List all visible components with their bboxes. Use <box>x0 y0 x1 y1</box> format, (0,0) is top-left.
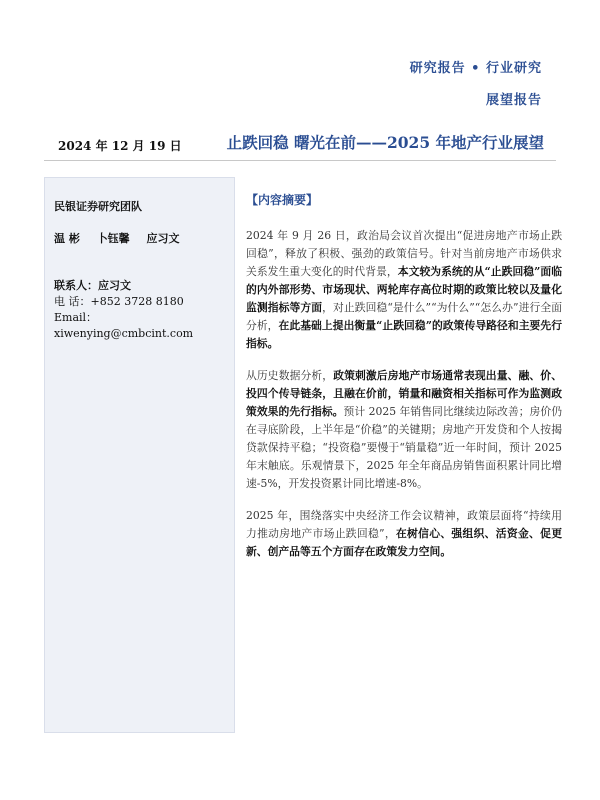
abstract-paragraph-1 <box>246 227 562 353</box>
contact-person-name: 应习文 <box>98 279 131 292</box>
abstract-text-bold: 政策刺激后房地产市场通常表现出量、融、价、投四个传导链条，且融在价前，销量和融资相关指标可作为监测政策效果的先行指标。 <box>246 369 563 418</box>
analyst-name: 应习文 <box>146 232 180 245</box>
contact-email <box>54 310 234 342</box>
phone-number: +852 3728 8180 <box>90 295 184 308</box>
report-date: 2024 年 12 月 19 日 <box>58 139 182 153</box>
abstract-paragraph-3 <box>246 507 562 561</box>
analyst-name: 温 彬 <box>54 232 80 245</box>
abstract-paragraph-2 <box>246 367 562 493</box>
contact-phone <box>54 294 234 310</box>
abstract-text-bold: 本文较为系统的从“止跌回稳”面临的内外部形势、市场现状、两轮库存高位时期的政策比较以及量化监测指标等方面 <box>246 265 563 314</box>
author-sidebar <box>44 177 235 733</box>
email-label: Email： <box>54 311 98 324</box>
analyst-list <box>54 230 193 246</box>
abstract-text: 2024 年 9 月 26 日，政治局会议首次提出“促进房地产市场止跌回稳”，释放了积极、强劲的政策信号。针对当前房地产市场供求关系发生重大变化的时代背景， <box>246 229 562 278</box>
email-link[interactable]: xiwenying@cmbcint.com <box>54 327 194 340</box>
report-type: 展望报告 <box>485 93 542 108</box>
abstract-text: 从历史数据分析， <box>246 369 334 382</box>
abstract-body <box>246 227 562 575</box>
research-team: 民银证券研究团队 <box>54 200 142 213</box>
abstract-text: 预计 2025 年销售同比继续边际改善；房价仍在寻底阶段，上半年是“价稳”的关键期；房地产开发贷和个人按揭贷款保持平稳；“投资稳”要慢于“销量稳”近一年时间，预计 2025 年末触底。乐观情景下，2025 年全年商品房销售面积累计同比增速-5%，开发投资累计同比增速-8%。 <box>246 405 562 490</box>
contact-block <box>54 278 234 342</box>
abstract-text-bold: 在此基础上提出衡量“止跌回稳”的政策传导路径和主要先行指标。 <box>246 319 563 350</box>
contact-person-label: 联系人： <box>54 279 98 292</box>
title-divider <box>44 160 556 161</box>
abstract-text: ，对止跌回稳“是什么”“为什么”“怎么办”进行全面分析， <box>246 301 563 332</box>
abstract-heading: 【内容摘要】 <box>246 193 319 207</box>
report-category: 研究报告 • 行业研究 <box>409 61 542 76</box>
abstract-text: 2025 年，围绕落实中央经济工作会议精神，政策层面将“持续用力推动房地产市场止跌回稳”， <box>246 509 562 540</box>
phone-label: 电 话： <box>54 295 91 308</box>
report-title: 止跌回稳 曙光在前——2025 年地产行业展望 <box>226 133 544 152</box>
analyst-name: 卜钰馨 <box>96 232 130 245</box>
contact-person <box>54 278 234 294</box>
abstract-text-bold: 在树信心、强组织、活资金、促更新、创产品等五个方面存在政策发力空间。 <box>246 527 562 558</box>
